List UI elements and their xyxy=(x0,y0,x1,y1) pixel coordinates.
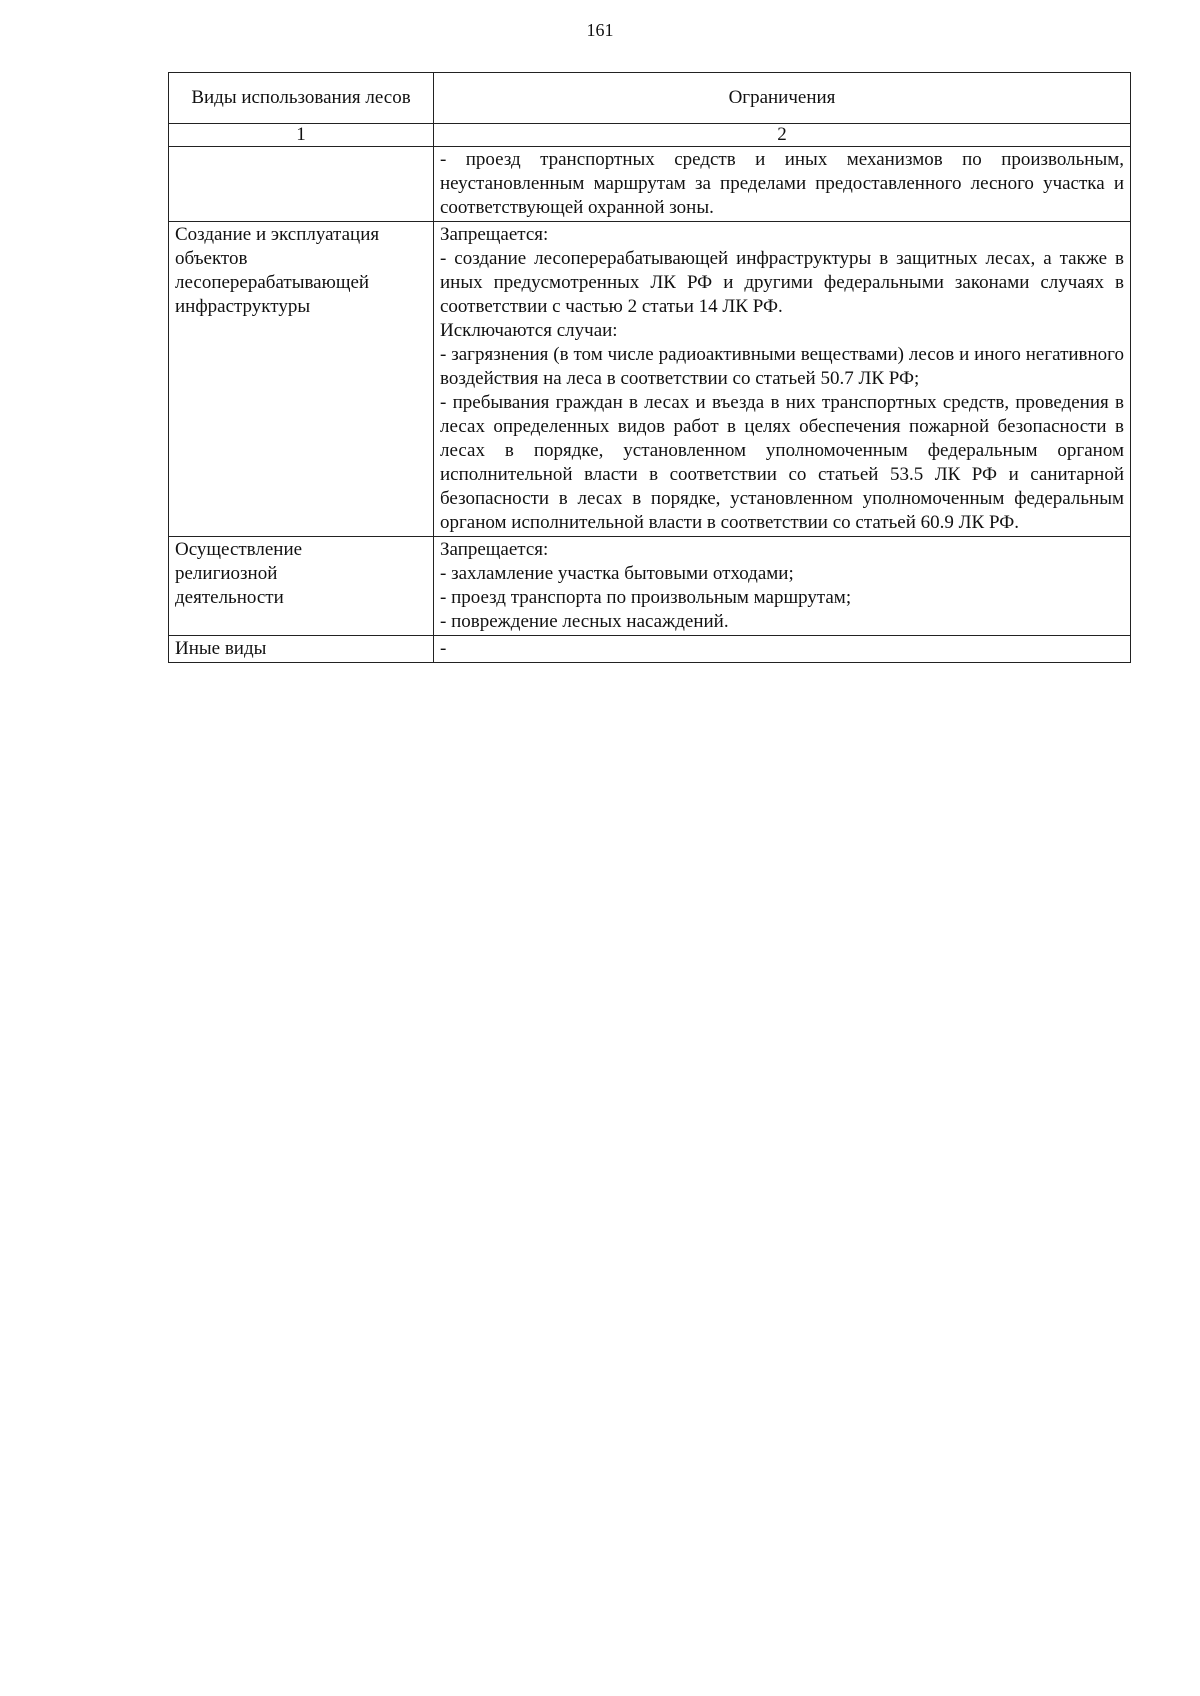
restrictions-cell xyxy=(434,537,1131,636)
header-restrictions: Ограничения xyxy=(434,73,1131,124)
restriction-text: - пребывания граждан в лесах и въезда в них транспортных средств, проведения в лесах определенных видов работ в целях обеспечения пожарной безопасности в лесах в порядке, установленном уполномоченным федеральным органом исполнительной власти в соответствии со статьей 53.5 ЛК РФ и санитарной безопасности в лесах в порядке, установленном уполномоченным федеральным органом исполнительной власти в соответствии со статьей 60.9 ЛК РФ. xyxy=(440,392,1124,533)
forest-use-type-line: объектов xyxy=(175,248,248,269)
restriction-text: - проезд транспорта по произвольным маршрутам; xyxy=(440,587,852,608)
restrictions-cell xyxy=(434,147,1131,222)
exceptions-heading: Исключаются случаи: xyxy=(440,320,618,341)
table-header-row xyxy=(169,73,1131,124)
forest-use-type-cell xyxy=(169,537,434,636)
header-forest-use-types: Виды использования лесов xyxy=(169,73,434,124)
table-row xyxy=(169,222,1131,537)
forest-use-type-cell xyxy=(169,147,434,222)
page-number: 161 xyxy=(586,20,614,40)
forest-use-type-line: Иные виды xyxy=(175,638,267,659)
restriction-text: - захламление участка бытовыми отходами; xyxy=(440,563,794,584)
forest-use-type-line: Создание и эксплуатация xyxy=(175,224,380,245)
table-row xyxy=(169,636,1131,663)
forest-use-type-cell xyxy=(169,636,434,663)
restriction-text: - создание лесоперерабатывающей инфраструктуры в защитных лесах, а также в иных предусмотренных ЛК РФ и другими федеральными законами случаях в соответствии с частью 2 статьи 14 ЛК РФ. xyxy=(440,248,1124,317)
forest-use-type-cell xyxy=(169,222,434,537)
column-number-2: 2 xyxy=(434,124,1131,147)
restrictions-cell xyxy=(434,636,1131,663)
restriction-text: - проезд транспортных средств и иных механизмов по произвольным, неустановленным маршрутам за пределами предоставленного лесного участка и соответствующей охранной зоны. xyxy=(440,149,1124,218)
forest-use-type-line: лесоперерабатывающей xyxy=(175,272,370,293)
restrictions-table xyxy=(168,72,1131,663)
table-row xyxy=(169,147,1131,222)
restriction-text: - xyxy=(440,638,447,659)
forest-use-type-line: деятельности xyxy=(175,587,284,608)
restriction-heading: Запрещается: xyxy=(440,539,549,560)
restriction-text: - загрязнения (в том числе радиоактивными веществами) лесов и иного негативного воздействия на леса в соответствии со статьей 50.7 ЛК РФ; xyxy=(440,344,1124,389)
restriction-heading: Запрещается: xyxy=(440,224,549,245)
forest-use-type-line: Осуществление xyxy=(175,539,303,560)
restrictions-cell xyxy=(434,222,1131,537)
table-row xyxy=(169,537,1131,636)
column-number-1: 1 xyxy=(169,124,434,147)
column-number-row xyxy=(169,124,1131,147)
restriction-text: - повреждение лесных насаждений. xyxy=(440,611,729,632)
forest-use-type-line: религиозной xyxy=(175,563,278,584)
forest-use-type-line: инфраструктуры xyxy=(175,296,311,317)
